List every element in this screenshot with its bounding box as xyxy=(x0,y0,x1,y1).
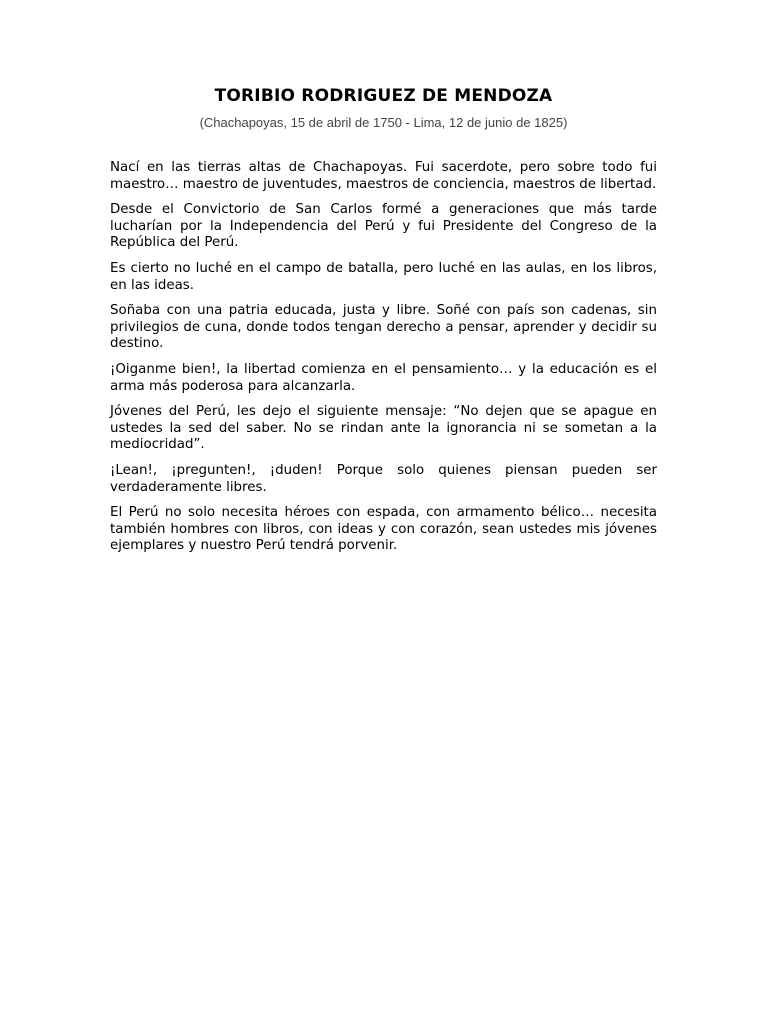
document-page xyxy=(110,86,657,564)
paragraph-6: Jóvenes del Perú, les dejo el siguiente mensaje: “No dejen que se apague en ustedes la sed del saber. No se rindan ante la ignorancia ni se sometan a la mediocridad”. xyxy=(110,404,657,453)
document-title: TORIBIO RODRIGUEZ DE MENDOZA xyxy=(214,86,553,106)
document-subtitle: (Chachapoyas, 15 de abril de 1750 - Lima, 12 de junio de 1825) xyxy=(199,115,568,130)
paragraph-7: ¡Lean!, ¡pregunten!, ¡duden! Porque solo quienes piensan pueden ser verdaderamente libres. xyxy=(110,462,657,495)
paragraph-5: ¡Oiganme bien!, la libertad comienza en el pensamiento… y la educación es el arma más poderosa para alcanzarla. xyxy=(110,361,657,394)
paragraph-8: El Perú no solo necesita héroes con espada, con armamento bélico… necesita también hombres con libros, con ideas y con corazón, sean ustedes mis jóvenes ejemplares y nuestro Perú tendrá porvenir. xyxy=(110,505,657,554)
paragraph-3: Es cierto no luché en el campo de batalla, pero luché en las aulas, en los libros, en las ideas. xyxy=(110,260,657,293)
document-body xyxy=(110,160,657,555)
paragraph-4: Soñaba con una patria educada, justa y libre. Soñé con país son cadenas, sin privilegios de cuna, donde todos tengan derecho a pensar, aprender y decidir su destino. xyxy=(110,303,657,352)
paragraph-1: Nací en las tierras altas de Chachapoyas. Fui sacerdote, pero sobre todo fui maestro… maestro de juventudes, maestros de conciencia, maestros de libertad. xyxy=(110,160,657,192)
paragraph-2: Desde el Convictorio de San Carlos formé a generaciones que más tarde lucharían por la Independencia del Perú y fui Presidente del Congreso de la República del Perú. xyxy=(110,202,657,251)
